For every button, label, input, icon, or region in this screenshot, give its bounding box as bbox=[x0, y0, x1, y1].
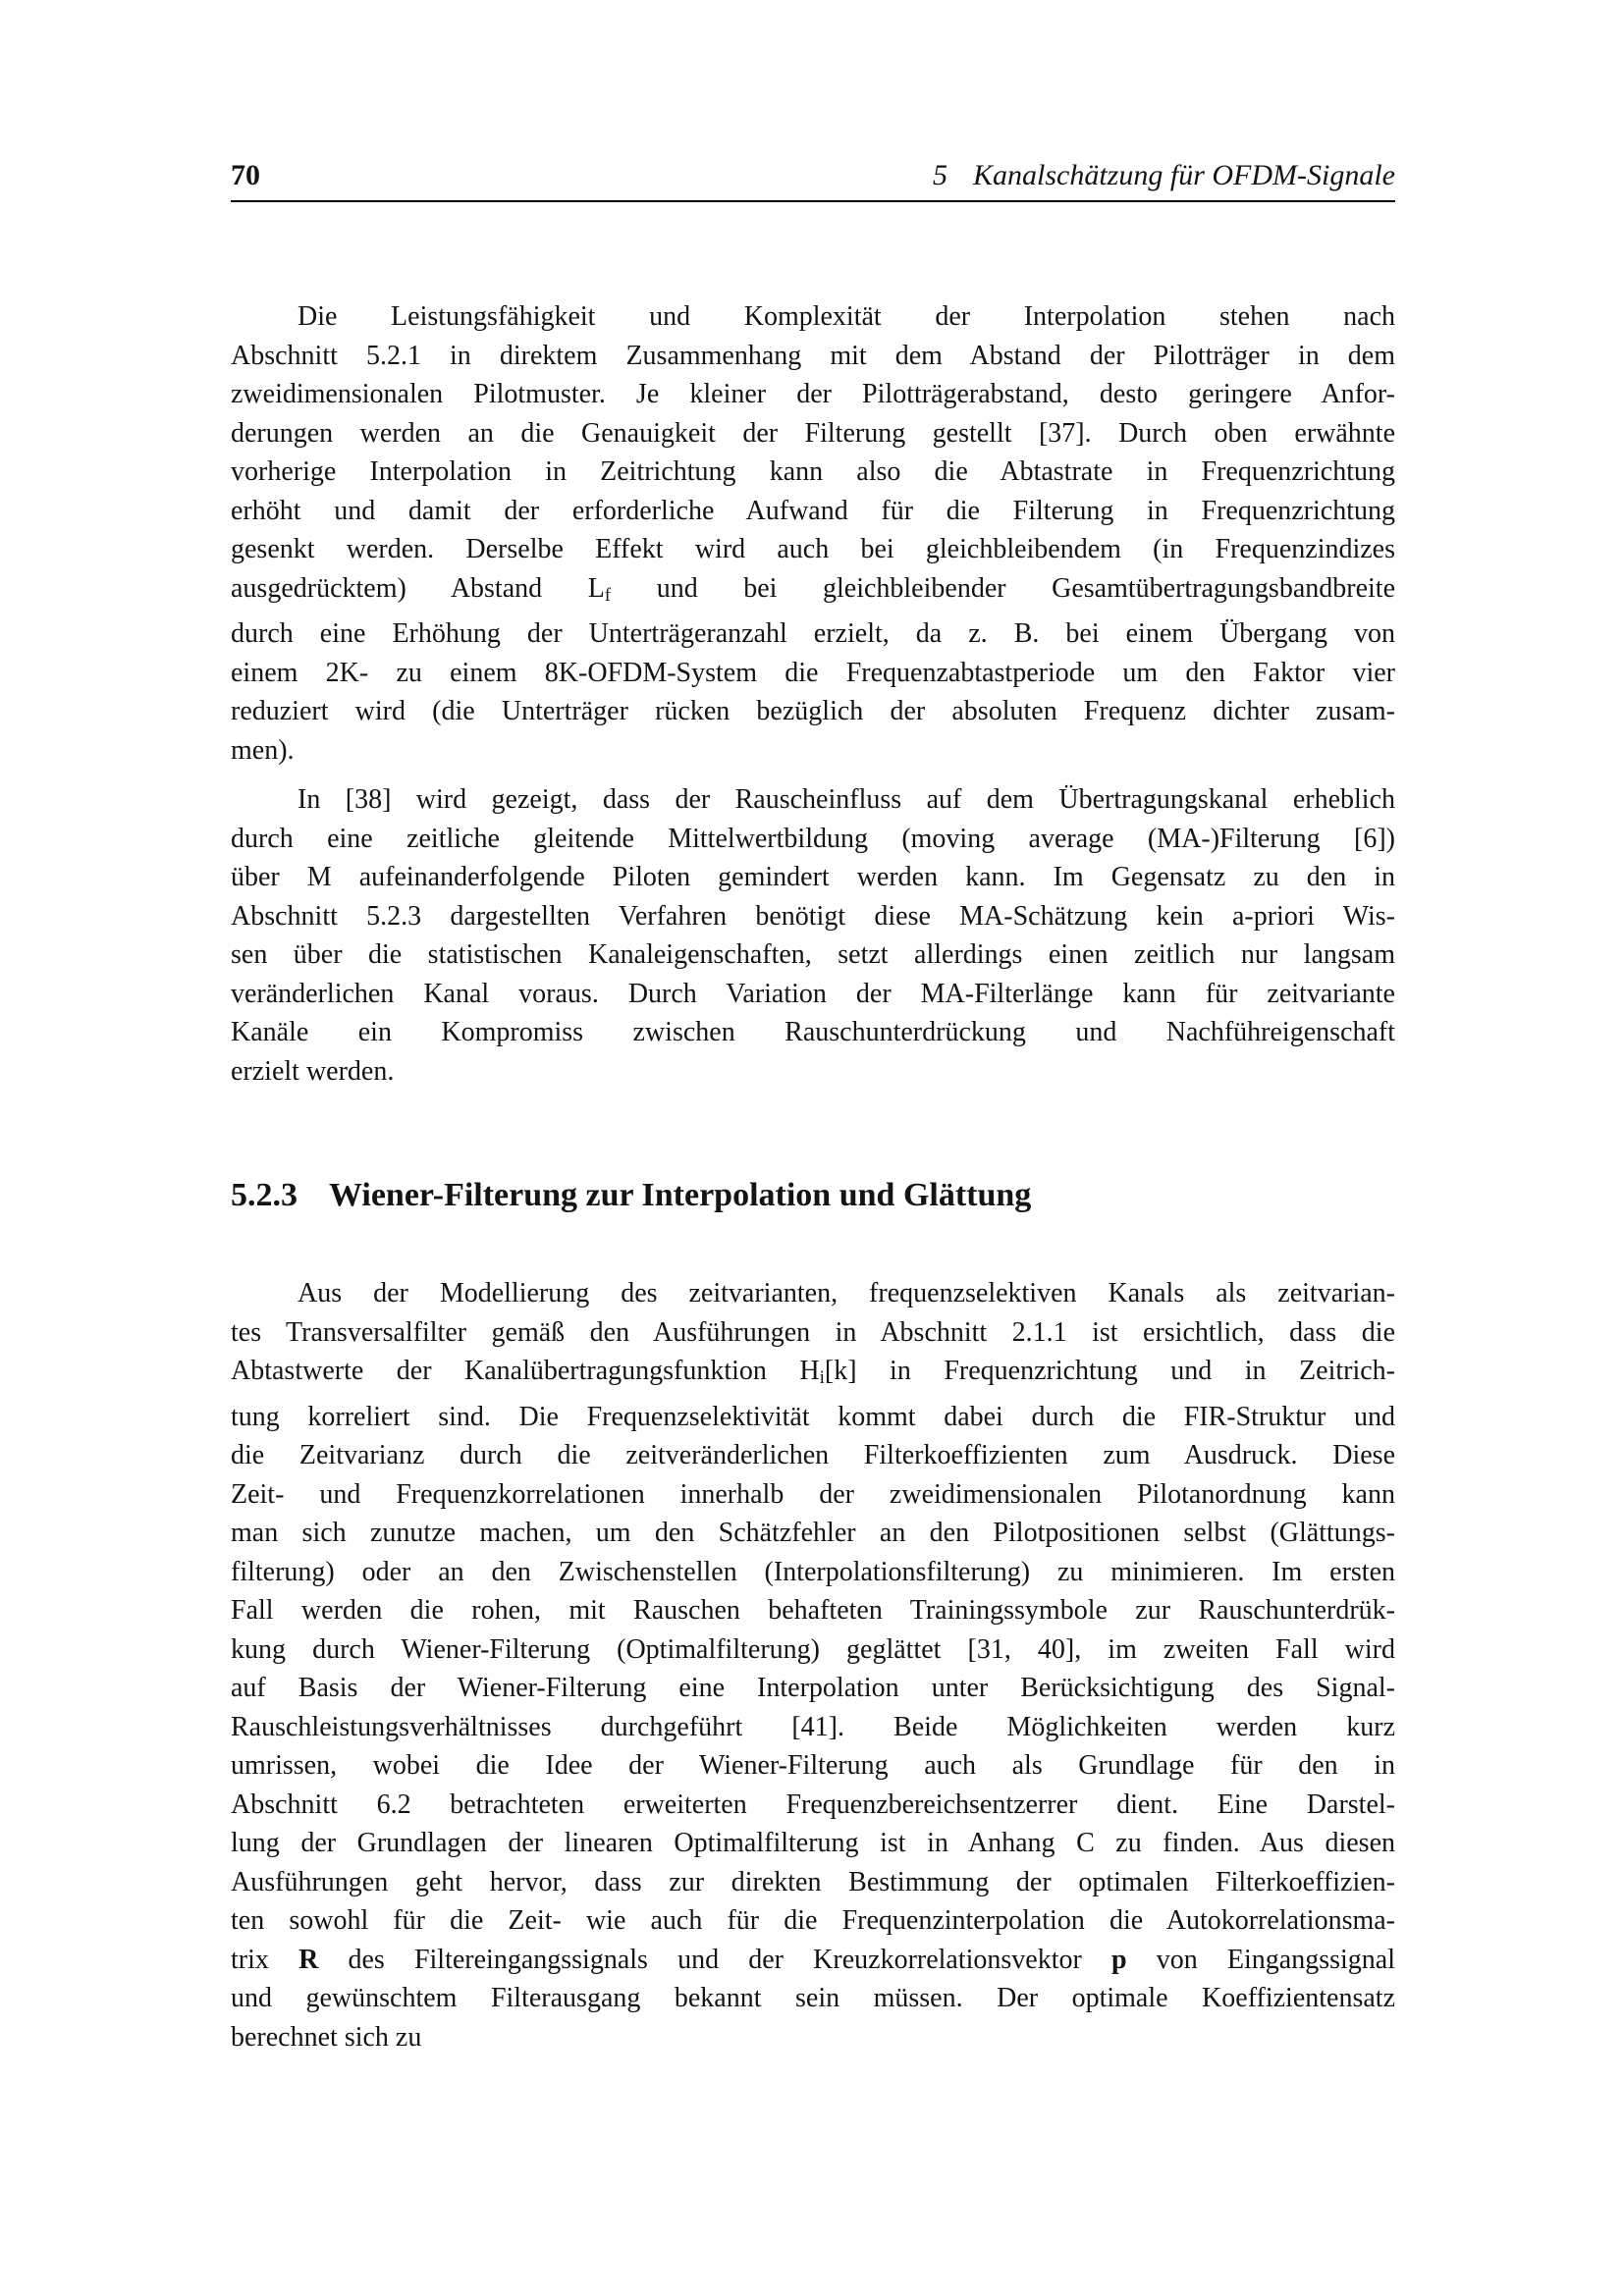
text-line: umrissen, wobei die Idee der Wiener-Filterung auch als Grundlage für den in bbox=[231, 1750, 1395, 1782]
running-head bbox=[231, 158, 1395, 193]
text-line: filterung) oder an den Zwischenstellen (Interpolationsfilterung) zu minimieren. Im ersten bbox=[231, 1556, 1395, 1587]
text-line: durch eine zeitliche gleitende Mittelwertbildung (moving average (MA-)Filterung [6]) bbox=[231, 823, 1395, 854]
text-line: Fall werden die rohen, mit Rauschen behafteten Trainingssymbole zur Rauschunterdrük- bbox=[231, 1595, 1395, 1627]
text-line: ten sowohl für die Zeit- wie auch für die Frequenzinterpolation die Autokorrelationsma- bbox=[231, 1905, 1395, 1937]
page-number: 70 bbox=[231, 159, 260, 191]
text-line: ausgedrücktem) Abstand $L_f$ und bei gleichbleibender Gesamtübertragungsbandbreite bbox=[231, 572, 1395, 606]
text-line: Abschnitt 6.2 betrachteten erweiterten Frequenzbereichsentzerrer dient. Eine Darstel- bbox=[231, 1789, 1395, 1820]
text-line: zweidimensionalen Pilotmuster. Je kleiner der Pilotträgerabstand, desto geringere Anfor- bbox=[231, 379, 1395, 409]
text-line: Abschnitt 5.2.1 in direktem Zusammenhang mit dem Abstand der Pilotträger in dem bbox=[231, 340, 1395, 371]
text-line: und gewünschtem Filterausgang bekannt sein müssen. Der optimale Koeffizientensatz bbox=[231, 1983, 1395, 2014]
text-line: auf Basis der Wiener-Filterung eine Interpolation unter Berücksichtigung des Signal- bbox=[231, 1673, 1395, 1704]
chapter-title: Kanalschätzung für OFDM-Signale bbox=[973, 159, 1395, 191]
chapter-number: 5 bbox=[933, 159, 948, 191]
text-line: einem 2K- zu einem 8K-OFDM-System die Frequenzabtastperiode um den Faktor vier bbox=[231, 657, 1395, 688]
paragraph-ma-filtering bbox=[231, 780, 1395, 1091]
text-line: berechnet sich zu bbox=[231, 2021, 422, 2053]
text-line: kung durch Wiener-Filterung (Optimalfilterung) geglättet [31, 40], im zweiten Fall wird bbox=[231, 1633, 1395, 1665]
header-rule bbox=[231, 200, 1395, 202]
chapter-header bbox=[933, 158, 1395, 193]
text-line: Ausführungen geht hervor, dass zur direkten Bestimmung der optimalen Filterkoeffizien- bbox=[231, 1866, 1395, 1897]
text-line: Abtastwerte der Kanalübertragungsfunktion $H_i[k]$ in Frequenzrichtung und in Zeitrich- bbox=[231, 1356, 1395, 1389]
text-line: derungen werden an die Genauigkeit der Filterung gestellt [37]. Durch oben erwähnte bbox=[231, 417, 1395, 449]
text-line: Kanäle ein Kompromiss zwischen Rauschunterdrückung und Nachführeigenschaft bbox=[231, 1017, 1395, 1047]
text-line: reduziert wird (die Unterträger rücken bezüglich der absoluten Frequenz dichter zusam- bbox=[231, 696, 1395, 727]
paragraph-wiener-filtering bbox=[231, 1274, 1395, 2056]
text-line: lung der Grundlagen der linearen Optimalfilterung ist in Anhang C zu finden. Aus diesen bbox=[231, 1828, 1395, 1859]
text-line: men). bbox=[231, 734, 295, 766]
text-line: man sich zunutze machen, um den Schätzfehler an den Pilotpositionen selbst (Glättungs- bbox=[231, 1518, 1395, 1549]
text-line: Zeit- und Frequenzkorrelationen innerhalb der zweidimensionalen Pilotanordnung kann bbox=[231, 1478, 1395, 1510]
text-line: die Zeitvarianz durch die zeitveränderlichen Filterkoeffizienten zum Ausdruck. Diese bbox=[231, 1440, 1395, 1471]
paragraph-interpolation-performance bbox=[231, 297, 1395, 770]
section-heading bbox=[231, 1174, 1395, 1217]
text-line: gesenkt werden. Derselbe Effekt wird auch bei gleichbleibendem (in Frequenzindizes bbox=[231, 534, 1395, 564]
text-line: vorherige Interpolation in Zeitrichtung kann also die Abtastrate in Frequenzrichtung bbox=[231, 456, 1395, 487]
text-line: Abschnitt 5.2.3 dargestellten Verfahren benötigt diese MA-Schätzung kein a-priori Wis- bbox=[231, 900, 1395, 932]
text-line: durch eine Erhöhung der Unterträgeranzahl erzielt, da z. B. bei einem Übergang von bbox=[231, 618, 1395, 650]
text-line: tes Transversalfilter gemäß den Ausführungen in Abschnitt 2.1.1 ist ersichtlich, dass die bbox=[231, 1316, 1395, 1348]
text-line: Aus der Modellierung des zeitvarianten, frequenzselektiven Kanals als zeitvarian- bbox=[298, 1278, 1395, 1308]
section-title: Wiener-Filterung zur Interpolation und Glättung bbox=[329, 1177, 1032, 1213]
section-number: 5.2.3 bbox=[231, 1177, 298, 1213]
text-line: tung korreliert sind. Die Frequenzselektivität kommt dabei durch die FIR-Struktur und bbox=[231, 1401, 1395, 1432]
text-line: trix R des Filtereingangssignals und der Kreuzkorrelationsvektor p von Eingangssignal bbox=[231, 1944, 1396, 1975]
text-line: Rauschleistungsverhältnisses durchgeführt [41]. Beide Möglichkeiten werden kurz bbox=[231, 1711, 1395, 1742]
text-line: In [38] wird gezeigt, dass der Rauscheinfluss auf dem Übertragungskanal erheblich bbox=[298, 784, 1395, 815]
text-line: erzielt werden. bbox=[231, 1055, 395, 1087]
text-line: erhöht und damit der erforderliche Aufwand für die Filterung in Frequenzrichtung bbox=[231, 495, 1395, 526]
text-line: sen über die statistischen Kanaleigenschaften, setzt allerdings einen zeitlich nur langsam bbox=[231, 939, 1395, 970]
text-line: Die Leistungsfähigkeit und Komplexität der Interpolation stehen nach bbox=[298, 301, 1395, 332]
text-line: veränderlichen Kanal voraus. Durch Variation der MA-Filterlänge kann für zeitvariante bbox=[231, 978, 1395, 1009]
text-line: über M aufeinanderfolgende Piloten gemindert werden kann. Im Gegensatz zu den in bbox=[231, 862, 1395, 892]
